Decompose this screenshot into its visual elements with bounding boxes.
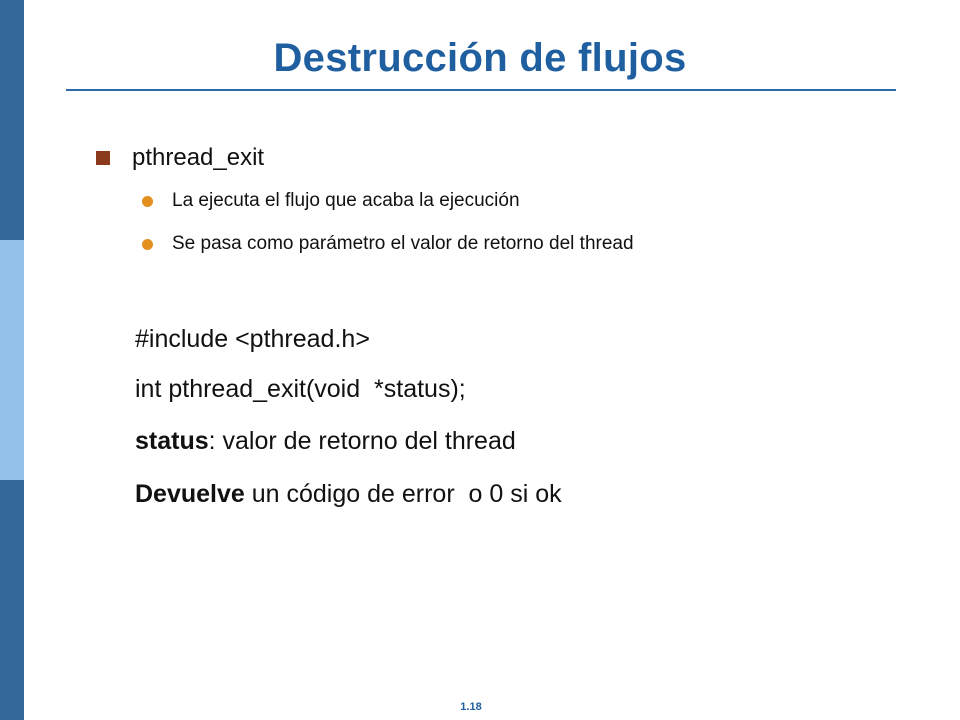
round-bullet-icon (142, 196, 153, 207)
sub-bullet-1 (142, 187, 520, 215)
sidebar-segment-middle (0, 240, 24, 480)
sub-bullet-text: Se pasa como parámetro el valor de retorno del thread (172, 233, 634, 254)
sidebar-segment-bottom (0, 480, 24, 720)
bullet-pthread-exit (96, 141, 264, 175)
returns-label: Devuelve (135, 480, 245, 508)
sub-bullet-text: La ejecuta el flujo que acaba la ejecución (172, 190, 520, 211)
returns-description: un código de error o 0 si ok (244, 480, 562, 508)
square-bullet-icon (96, 151, 110, 165)
round-bullet-icon (142, 239, 153, 250)
param-description: : valor de retorno del thread (208, 427, 516, 455)
param-status-line (135, 424, 516, 458)
title-underline (66, 89, 896, 91)
page-number: 1.18 (460, 701, 482, 713)
sub-bullet-2 (142, 230, 634, 258)
code-include-line: #include <pthread.h> (135, 325, 370, 353)
returns-line (135, 477, 562, 511)
code-signature-line: int pthread_exit(void *status); (135, 375, 466, 403)
bullet-text: pthread_exit (132, 144, 265, 171)
slide-title: Destrucción de flujos (273, 36, 687, 80)
sidebar-accent-bar (0, 0, 24, 720)
param-name: status (135, 427, 209, 455)
